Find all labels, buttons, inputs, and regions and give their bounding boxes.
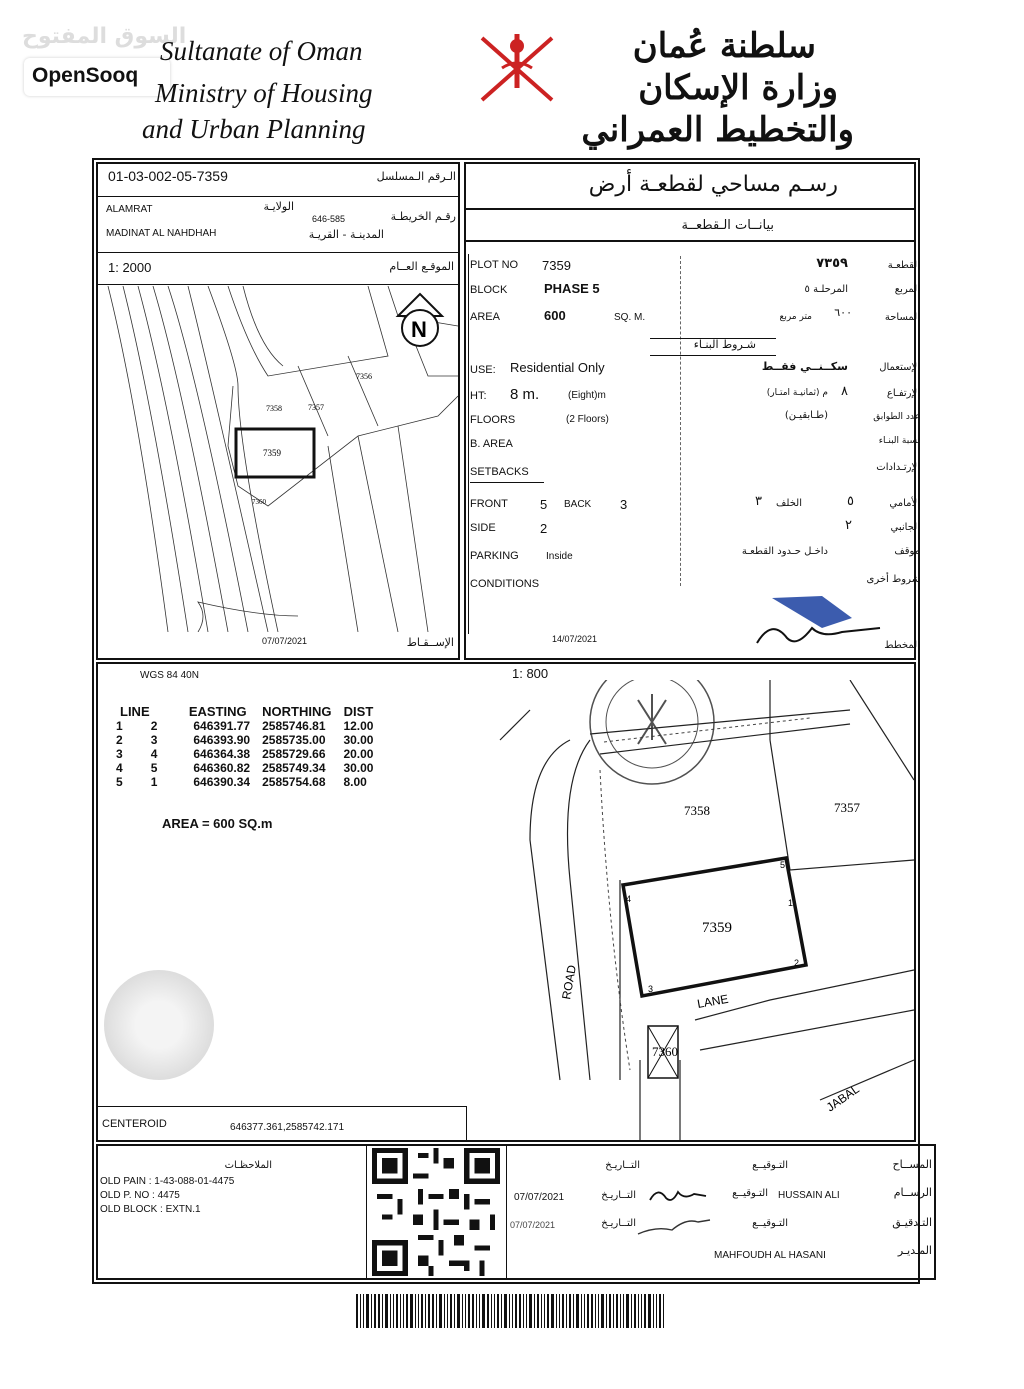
checker-signature-label: التـوقيــع [752, 1218, 788, 1229]
location-label: الموقـع العــام [389, 260, 454, 273]
side-value: 2 [540, 521, 548, 536]
barcode-bar [501, 1294, 502, 1328]
use-value: Residential Only [510, 360, 605, 375]
barcode-bar [476, 1294, 477, 1328]
barcode-bar [648, 1294, 651, 1328]
header-en-line2: Ministry of Housing [155, 78, 373, 108]
side-label: SIDE [470, 522, 496, 534]
barcode-bar [450, 1294, 452, 1328]
barcode-bar [547, 1294, 549, 1328]
detail-scale: 1: 800 [512, 666, 549, 681]
location-map [98, 286, 458, 632]
barcode-bar [613, 1294, 614, 1328]
checker-date: 07/07/2021 [510, 1220, 556, 1230]
barcode-bar [584, 1294, 585, 1328]
height-value: 8 m. [510, 386, 540, 403]
plot-no-value: 7359 [542, 258, 571, 273]
area-label: AREA [470, 311, 500, 323]
barcode-bar [526, 1294, 527, 1328]
lane-label: LANE [696, 991, 730, 1011]
datum-label: WGS 84 40N [140, 670, 199, 681]
barcode-bar [556, 1294, 557, 1328]
row-northing: 2585729.66 [262, 747, 326, 761]
centeroid-label: CENTEROID [102, 1118, 167, 1130]
barcode-bar [421, 1294, 423, 1328]
barcode-bar [390, 1294, 391, 1328]
old-pno: OLD P. NO : 4475 [100, 1190, 180, 1201]
map-number: 646-585 [312, 214, 346, 224]
barcode-bar [447, 1294, 448, 1328]
director-label: المـديـر [897, 1244, 932, 1257]
row-easting: 646390.34 [193, 775, 251, 789]
barcode-bar [606, 1294, 607, 1328]
draftsman-name: HUSSAIN ALI [778, 1190, 840, 1201]
barcode-bar [566, 1294, 567, 1328]
height-ar-note: م (ثمانيـة امتـار) [766, 388, 828, 398]
road-label: ROAD [559, 963, 579, 1001]
row-northing: 2585754.68 [262, 775, 326, 789]
barcode-bar [371, 1294, 372, 1328]
back-value: 3 [620, 497, 628, 512]
plot-data-title: بيانــات الـقطعــة [681, 218, 774, 233]
barcode-bar [465, 1294, 466, 1328]
front-value: 5 [540, 497, 548, 512]
barcode-bar [428, 1294, 430, 1328]
barcode-bar [541, 1294, 542, 1328]
block-ar-label: المربع [894, 284, 920, 295]
barcode-bar [519, 1294, 521, 1328]
barcode-bar [425, 1294, 426, 1328]
row-dist: 8.00 [343, 775, 367, 789]
side-ar-label: الجانبي [890, 522, 920, 533]
old-pain: OLD PAIN : 1-43-088-01-4475 [100, 1176, 235, 1187]
barcode-bar [659, 1294, 661, 1328]
barcode-bar [509, 1294, 510, 1328]
barcode-bar [609, 1294, 611, 1328]
survey-title: رسـم مساحي لقطعـة أرض [588, 172, 838, 197]
corner-5: 5 [780, 860, 786, 870]
wilayat-label: الولايـة [263, 200, 294, 213]
barcode-bar [595, 1294, 596, 1328]
col-northing: NORTHING [262, 704, 332, 719]
barcode-bar [631, 1294, 632, 1328]
table-header-row [110, 704, 379, 719]
row-from: 3 [116, 747, 123, 761]
parking-label: PARKING [470, 550, 519, 562]
barcode-bar [378, 1294, 380, 1328]
col-line: LINE [120, 704, 150, 719]
centeroid-value: 646377.361,2585742.171 [230, 1122, 345, 1133]
front-label: FRONT [470, 498, 508, 510]
barcode-bar [462, 1294, 463, 1328]
director-name: MAHFOUDH AL HASANI [714, 1250, 826, 1261]
barcode-bar [587, 1294, 589, 1328]
table-row [110, 761, 379, 775]
draftsman-date-label: التــاريـخ [601, 1190, 636, 1201]
draftsman-signature-label: التـوقيــع [732, 1188, 768, 1199]
jabal-label: JABAL [823, 1081, 862, 1115]
area-ar-label: المساحة [884, 312, 920, 323]
setbacks-label: SETBACKS [470, 466, 529, 478]
row-dist: 30.00 [343, 733, 374, 747]
barcode-bar [634, 1294, 636, 1328]
building-area-ar-label: نسبة البنـاء [878, 436, 920, 446]
building-conditions-title: شـروط البنـاء [693, 338, 756, 351]
use-ar-label: الإستعمال [879, 362, 920, 373]
table-row [110, 719, 379, 733]
barcode-bar [472, 1294, 474, 1328]
location-scale: 1: 2000 [108, 260, 152, 275]
barcode-bar [523, 1294, 524, 1328]
detail-plot-7357: 7357 [834, 800, 860, 815]
barcode-bar [374, 1294, 376, 1328]
barcode-bar [436, 1294, 437, 1328]
barcode-bar [534, 1294, 535, 1328]
barcode-bar [544, 1294, 545, 1328]
use-ar-value: سكــنــي فقــط [761, 360, 848, 373]
serial-label: الـرقم الـمسلسل [376, 170, 456, 183]
barcode-bar [626, 1294, 629, 1328]
row-dist: 20.00 [343, 747, 374, 761]
barcode-bar [494, 1294, 495, 1328]
row-northing: 2585749.34 [262, 761, 326, 775]
projection-date: 07/07/2021 [262, 636, 308, 646]
area-total: AREA = 600 SQ.m [162, 816, 273, 831]
barcode-bar [573, 1294, 574, 1328]
block-ar-value: المرحلـة ٥ [804, 284, 848, 295]
barcode-bar [641, 1294, 642, 1328]
draftsman-date: 07/07/2021 [514, 1192, 565, 1203]
barcode-bar [537, 1294, 539, 1328]
planner-signature [752, 588, 882, 650]
setbacks-ar-label: الإرتـدادات [876, 462, 920, 473]
opensooq-brand: OpenSooq [32, 64, 139, 87]
front-ar-label: الأمامي [889, 498, 920, 509]
barcode-bar [454, 1294, 455, 1328]
projection-label: الإســقـاط [406, 636, 454, 649]
height-ar-label: الإرتفـاع [886, 388, 920, 399]
north-letter: N [411, 317, 427, 342]
barcode-bar [491, 1294, 492, 1328]
oman-emblem-icon [472, 28, 562, 110]
map-number-label: رقـم الخريطـة [390, 210, 456, 223]
location-plot-7357: 7357 [308, 403, 324, 412]
col-dist: DIST [343, 704, 374, 719]
planner-ar-label: المخطط [884, 640, 920, 651]
header-en-line3: and Urban Planning [142, 114, 366, 144]
wilayat-value: ALAMRAT [106, 204, 153, 215]
barcode-bar [529, 1294, 532, 1328]
row-northing: 2585735.00 [262, 733, 326, 747]
barcode-bar [620, 1294, 621, 1328]
table-row [110, 733, 379, 747]
area-ar-value: ٦٠٠ [834, 306, 852, 319]
height-label: HT: [470, 390, 487, 402]
barcode-bar [363, 1294, 364, 1328]
barcode-bar [403, 1294, 404, 1328]
barcode-bar [393, 1294, 394, 1328]
row-dist: 30.00 [343, 761, 374, 775]
town-value: MADINAT AL NAHDHAH [106, 228, 217, 239]
remarks-label: الملاحظـات [224, 1160, 272, 1171]
row-easting: 646393.90 [193, 733, 251, 747]
barcode-bar [497, 1294, 499, 1328]
location-plot-7356: 7356 [356, 372, 372, 381]
parking-value: Inside [546, 551, 573, 562]
floors-label: FLOORS [470, 414, 516, 426]
barcode-bar [444, 1294, 445, 1328]
barcode-bar [457, 1294, 460, 1328]
barcode-bar [382, 1294, 383, 1328]
row-to: 1 [150, 775, 158, 789]
barcode-bar [385, 1294, 388, 1328]
watermark-arabic: السوق المفتوح [22, 24, 187, 49]
barcode-bar [644, 1294, 646, 1328]
detail-plan-map [470, 680, 914, 1140]
detail-plot-7359: 7359 [702, 920, 732, 936]
parking-ar-value: داخـل حـدود القطعـة [741, 546, 828, 557]
barcode-bar [396, 1294, 398, 1328]
block-label: BLOCK [470, 284, 508, 296]
corner-2: 2 [794, 958, 800, 968]
row-from: 1 [116, 719, 123, 733]
floors-ar-value: (طـابقيـن) [784, 410, 828, 421]
area-unit: SQ. M. [614, 312, 646, 323]
plot-no-ar-label: القطعـة [887, 260, 920, 271]
draftsman-signature [648, 1182, 708, 1206]
barcode-bar [551, 1294, 554, 1328]
row-to: 3 [150, 733, 158, 747]
row-to: 2 [150, 719, 158, 733]
detail-plot-7360: 7360 [652, 1044, 678, 1059]
barcode-bar [581, 1294, 582, 1328]
front-ar-value: ٥ [847, 494, 854, 509]
floors-value: (2 Floors) [566, 414, 609, 425]
north-arrow-icon [398, 294, 442, 346]
row-from: 2 [116, 733, 123, 747]
row-easting: 646364.38 [193, 747, 251, 761]
corner-1: 1 [788, 898, 794, 908]
header-ar-line2: وزارة الإسكان [638, 68, 838, 108]
row-from: 4 [116, 761, 123, 775]
barcode-bar [663, 1294, 664, 1328]
back-label: BACK [564, 499, 592, 510]
surveyor-label: المســاح [892, 1158, 932, 1171]
row-from: 5 [116, 775, 123, 789]
barcode-bar [468, 1294, 470, 1328]
checker-date-label: التــاريـخ [601, 1218, 636, 1229]
barcode-bar [479, 1294, 480, 1328]
back-ar-label: الخلف [776, 498, 802, 509]
location-plot-7358: 7358 [266, 404, 282, 413]
qr-code [372, 1148, 500, 1276]
conditions-label: CONDITIONS [470, 578, 540, 590]
conditions-ar-label: شروط أخرى [866, 574, 920, 585]
area-ar-unit: متر مربع [779, 312, 812, 322]
barcode-bar [432, 1294, 434, 1328]
barcode [356, 1294, 686, 1328]
barcode-bar [439, 1294, 442, 1328]
barcode-bar [515, 1294, 517, 1328]
barcode-bar [601, 1294, 604, 1328]
location-plot-7359: 7359 [263, 448, 281, 458]
header-ar-line3: والتخطيط العمراني [581, 110, 854, 150]
detail-plot-7358: 7358 [684, 803, 710, 818]
plan-sign-date: 14/07/2021 [552, 634, 598, 644]
height-note: (Eight)m [568, 390, 606, 401]
side-ar-value: ٢ [845, 518, 852, 533]
barcode-bar [598, 1294, 599, 1328]
barcode-bar [415, 1294, 416, 1328]
barcode-bar [504, 1294, 507, 1328]
barcode-bar [653, 1294, 654, 1328]
barcode-bar [576, 1294, 579, 1328]
barcode-bar [400, 1294, 401, 1328]
barcode-bar [482, 1294, 485, 1328]
row-easting: 646360.82 [193, 761, 251, 775]
barcode-bar [360, 1294, 361, 1328]
block-value: PHASE 5 [544, 281, 600, 296]
barcode-bar [638, 1294, 639, 1328]
plot-no-label: PLOT NO [470, 259, 519, 271]
corner-4: 4 [626, 894, 632, 904]
barcode-bar [656, 1294, 657, 1328]
embossed-seal-icon [104, 970, 214, 1080]
row-to: 5 [150, 761, 158, 775]
surveyor-signature-label: التـوقيــع [752, 1160, 788, 1171]
header-ar-line1: سلطنة عُمان [632, 26, 816, 66]
barcode-bar [512, 1294, 513, 1328]
table-row [110, 775, 379, 789]
serial-number: 01-03-002-05-7359 [108, 168, 228, 184]
surveyor-date-label: التــاريـخ [605, 1160, 640, 1171]
corner-3: 3 [648, 984, 654, 994]
header-en-line1: Sultanate of Oman [160, 36, 363, 66]
row-northing: 2585746.81 [262, 719, 326, 733]
barcode-bar [569, 1294, 571, 1328]
floors-ar-label: عدد الطوابق [873, 412, 920, 422]
checker-label: التـدقيـق [892, 1216, 932, 1229]
opensooq-logo [24, 58, 170, 96]
row-to: 4 [150, 747, 158, 761]
building-area-label: B. AREA [470, 438, 513, 450]
barcode-bar [410, 1294, 413, 1328]
barcode-bar [591, 1294, 593, 1328]
plot-no-ar-value: ٧٣٥٩ [816, 256, 848, 271]
town-label: المدينـة - القريـة [308, 228, 384, 241]
barcode-bar [366, 1294, 369, 1328]
old-block: OLD BLOCK : EXTN.1 [100, 1204, 201, 1215]
col-easting: EASTING [188, 704, 247, 719]
row-dist: 12.00 [343, 719, 374, 733]
table-row [110, 747, 379, 761]
draftsman-label: الرســام [893, 1186, 932, 1199]
barcode-bar [616, 1294, 618, 1328]
parking-ar-label: موقف [894, 546, 920, 557]
back-ar-value: ٣ [755, 494, 762, 509]
use-label: USE: [470, 364, 496, 376]
coordinates-table [110, 704, 379, 789]
barcode-bar [623, 1294, 624, 1328]
barcode-bar [356, 1294, 358, 1328]
checker-signature [636, 1212, 712, 1240]
location-plot-7360: 7360 [252, 498, 266, 506]
row-easting: 646391.77 [193, 719, 251, 733]
height-ar-value: ٨ [841, 384, 848, 399]
barcode-bar [406, 1294, 408, 1328]
barcode-bar [559, 1294, 560, 1328]
barcode-bar [418, 1294, 419, 1328]
barcode-bar [487, 1294, 489, 1328]
barcode-bar [562, 1294, 564, 1328]
area-value: 600 [544, 308, 566, 323]
